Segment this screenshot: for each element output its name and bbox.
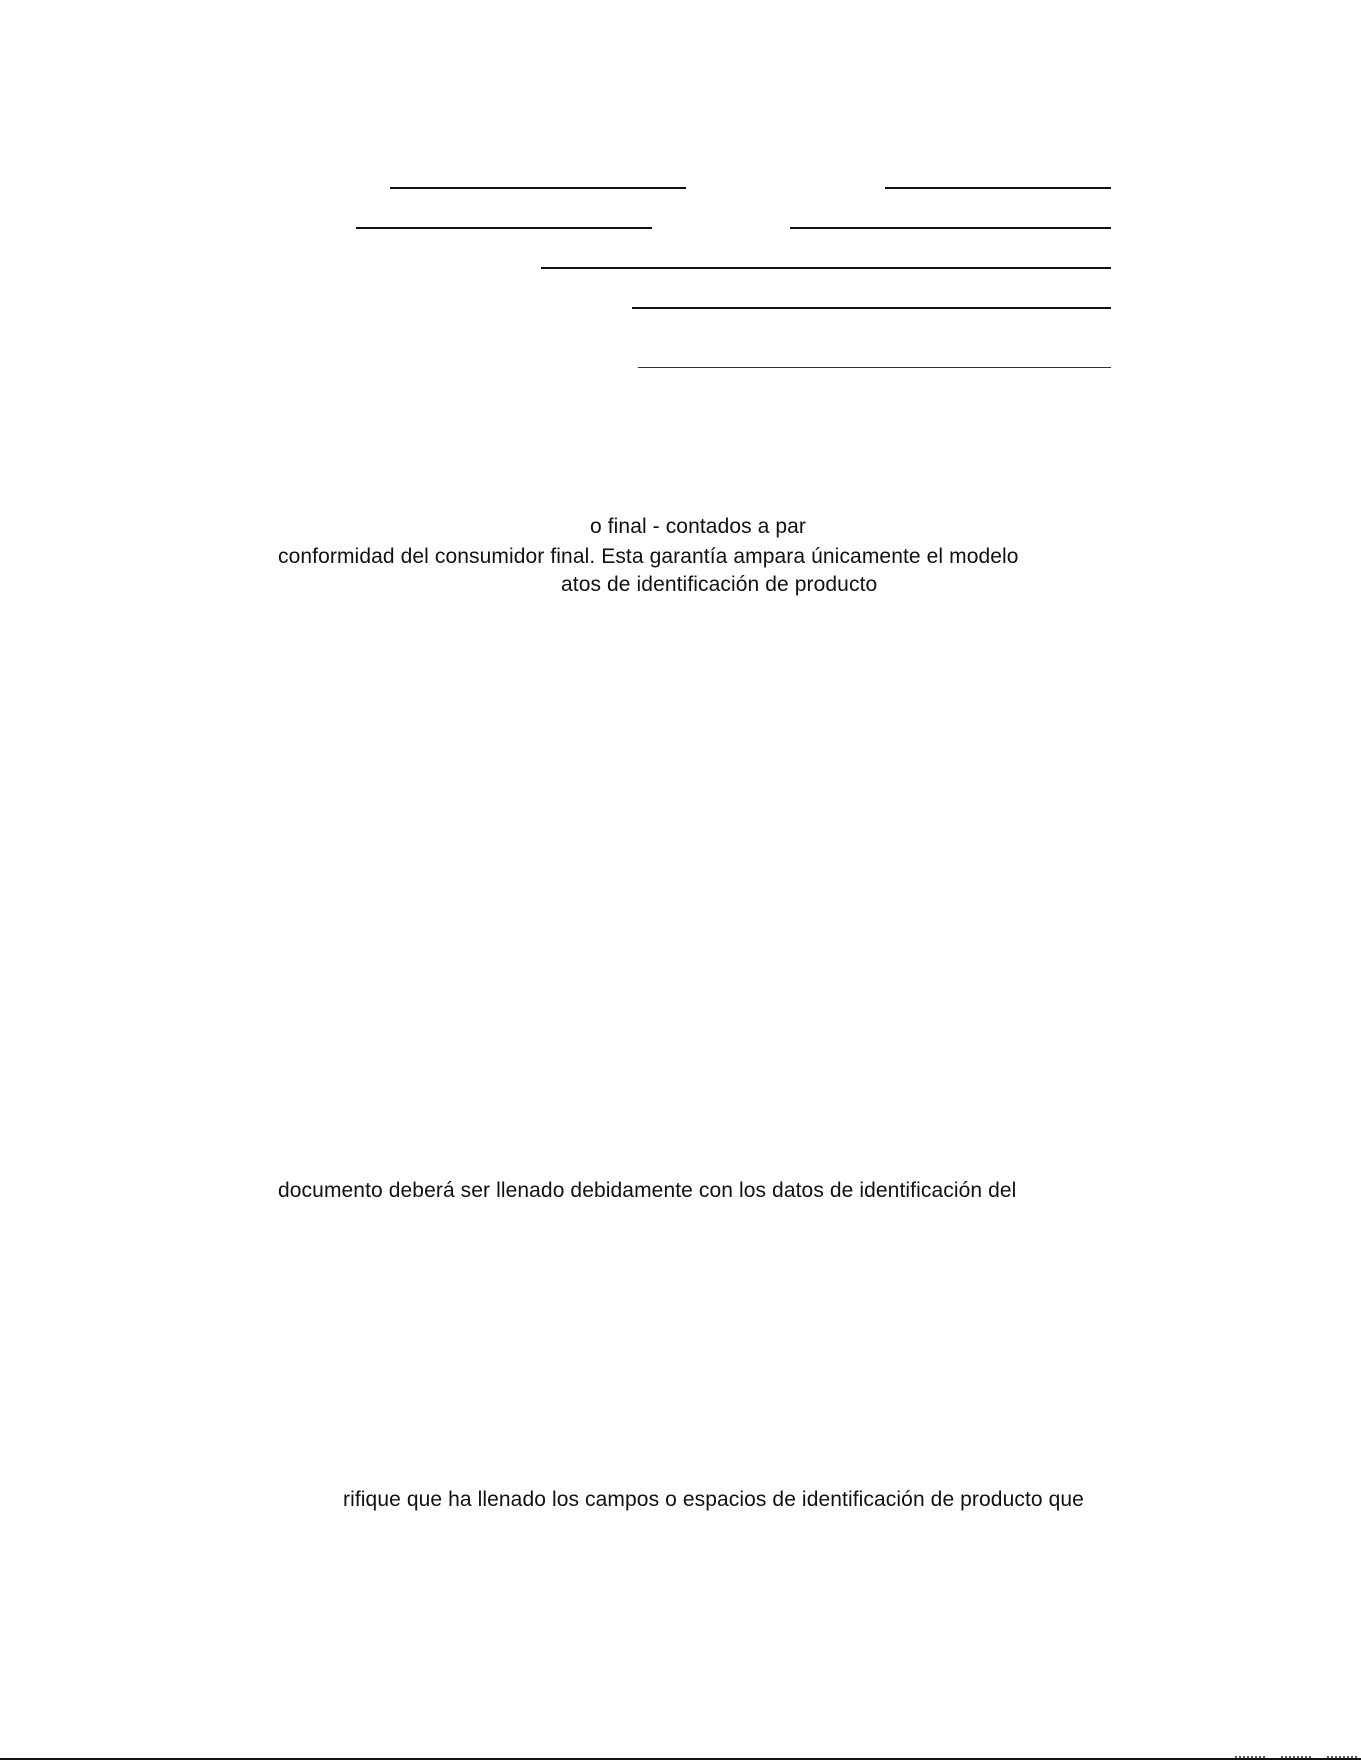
paragraph-1-line-3: atos de identificación de producto	[561, 573, 878, 596]
paragraph-1-line-1: o final - contados a par	[590, 515, 807, 538]
paragraph-1-line-2: conformidad del consumidor final. Esta garantía ampara únicamente el modelo	[278, 545, 1019, 568]
fill-in-line-2b	[790, 227, 1111, 229]
bottom-mark	[1235, 1756, 1265, 1758]
fill-in-line-1a	[390, 187, 686, 189]
fill-in-line-1b	[885, 187, 1111, 189]
fill-in-line-4	[632, 307, 1111, 309]
paragraph-3-line-1: rifique que ha llenado los campos o espacios de identificación de producto que	[343, 1488, 1084, 1511]
fill-in-line-5	[638, 367, 1111, 368]
fill-in-line-2a	[356, 227, 652, 229]
page-bottom-rule	[0, 1758, 1361, 1760]
paragraph-2-line-1: documento deberá ser llenado debidamente con los datos de identificación del	[278, 1179, 1017, 1202]
page-bottom-marks	[1235, 1756, 1357, 1758]
bottom-mark	[1327, 1756, 1357, 1758]
bottom-mark	[1281, 1756, 1311, 1758]
fill-in-line-3	[541, 267, 1111, 269]
